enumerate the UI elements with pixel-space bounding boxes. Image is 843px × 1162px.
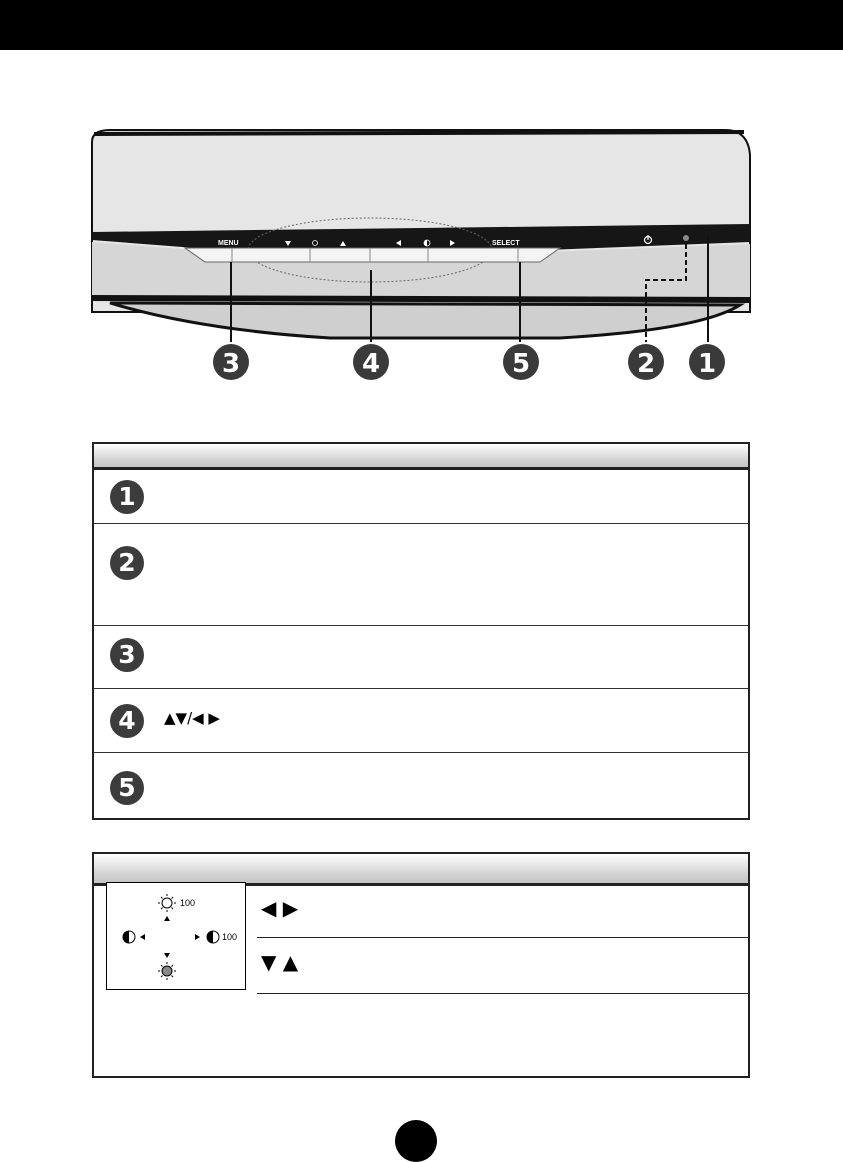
table-row: [94, 753, 748, 820]
select-label: SELECT: [492, 240, 520, 247]
callout-2: 2: [636, 349, 656, 379]
callout-3: 3: [221, 349, 241, 379]
down-up-arrows: ▼ ▲: [261, 950, 299, 974]
option-row: [257, 938, 750, 994]
row-number-badge: 4: [110, 704, 144, 738]
row-number-badge: 2: [110, 546, 144, 580]
option-row: [257, 886, 750, 938]
menu-label: MENU: [218, 240, 239, 247]
arrow-buttons-glyphs: ▲▼/◀ ▶: [164, 709, 220, 727]
left-right-arrows: ◀ ▶: [261, 896, 299, 920]
callout-1: 1: [697, 349, 717, 379]
controls-table-header: [94, 444, 748, 470]
brightness-icon: [158, 894, 176, 912]
callout-4: 4: [361, 349, 381, 379]
table-row: [94, 689, 748, 753]
osd-mini-display: [106, 882, 246, 990]
controls-table: [92, 442, 750, 820]
contrast-icon: [123, 931, 135, 943]
row-number-badge: 1: [110, 480, 144, 514]
right-arrow-icon: [195, 934, 200, 940]
row-number-badge: 5: [110, 771, 144, 805]
down-arrow-icon: [164, 953, 170, 958]
brightness-dim-icon: [158, 962, 176, 980]
osd-panel: [92, 852, 750, 1078]
left-arrow-icon: [140, 934, 145, 940]
callout-5: 5: [511, 349, 531, 379]
contrast-value: 100: [222, 932, 238, 942]
table-row: [94, 524, 748, 626]
power-indicator-led: [683, 235, 689, 241]
up-arrow-icon: [164, 916, 170, 921]
page-number-marker: [395, 1120, 437, 1162]
brightness-value: 100: [180, 898, 196, 908]
row-number-badge: 3: [110, 638, 144, 672]
table-row: [94, 470, 748, 524]
table-row: [94, 626, 748, 689]
contrast-icon: [207, 931, 219, 943]
monitor-front-illustration: [0, 120, 843, 400]
header-bar: [0, 0, 843, 50]
